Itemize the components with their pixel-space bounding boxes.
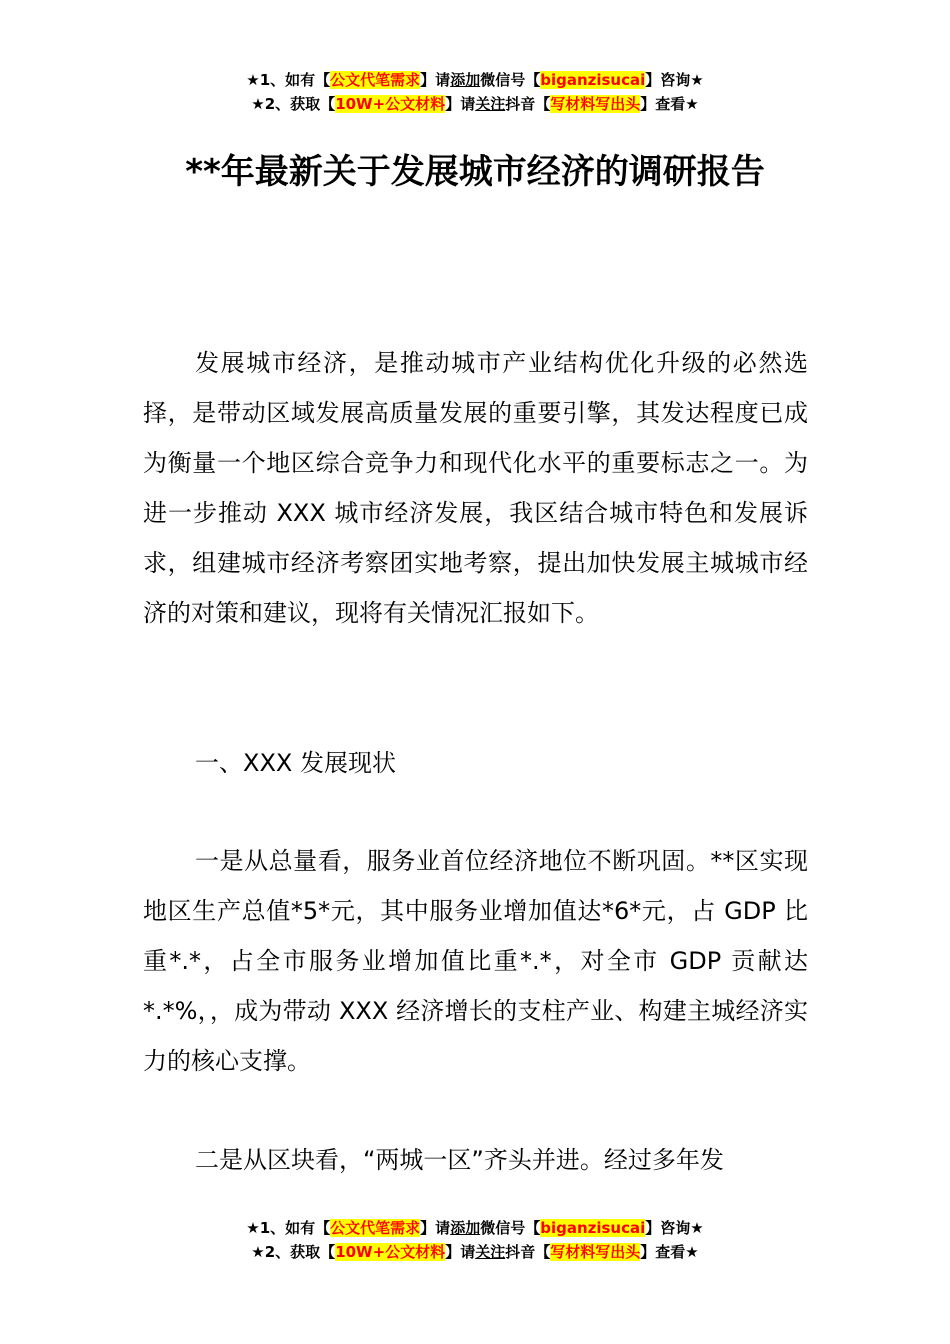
banner-line-1: ★1、如有【公文代笔需求】请添加微信号【biganzisucai】咨询★ <box>246 1219 704 1237</box>
highlight-wechat-id: biganzisucai <box>540 1219 646 1237</box>
banner-line-1: ★1、如有【公文代笔需求】请添加微信号【biganzisucai】咨询★ <box>246 71 704 89</box>
banner-line-2: ★2、获取【10W+公文材料】请关注抖音【写材料写出头】查看★ <box>251 95 699 113</box>
header-banner <box>0 68 950 116</box>
highlight-materials: 10W+公文材料 <box>335 95 446 113</box>
highlight-wechat-id: biganzisucai <box>540 71 646 89</box>
highlight-douyin-id: 写材料写出头 <box>550 95 641 113</box>
highlight-materials: 10W+公文材料 <box>335 1243 446 1261</box>
highlight-service: 公文代笔需求 <box>330 1219 421 1237</box>
highlight-douyin-id: 写材料写出头 <box>550 1243 641 1261</box>
paragraph-total: 一是从总量看，服务业首位经济地位不断巩固。**区实现地区生产总值*5*元，其中服务业增加值达*6*元，占 GDP 比重*.*，占全市服务业增加值比重*.*，对全市 GDP 贡献达*.*%，，成为带动 XXX 经济增长的支柱产业、构建主城经济实力的核心支撑。 <box>143 847 808 1075</box>
highlight-service: 公文代笔需求 <box>330 71 421 89</box>
paragraph-intro: 发展城市经济，是推动城市产业结构优化升级的必然选择，是带动区域发展高质量发展的重要引擎，其发达程度已成为衡量一个地区综合竞争力和现代化水平的重要标志之一。为进一步推动 XXX 城市经济发展，我区结合城市特色和发展诉求，组建城市经济考察团实地考察，提出加快发展主城城市经济的对策和建议，现将有关情况汇报如下。 <box>143 349 808 627</box>
section-heading: 一、XXX 发展现状 <box>195 749 396 777</box>
document-title: **年最新关于发展城市经济的调研报告 <box>185 152 765 192</box>
banner-line-2: ★2、获取【10W+公文材料】请关注抖音【写材料写出头】查看★ <box>251 1243 699 1261</box>
footer-banner <box>0 1216 950 1264</box>
paragraph-blocks: 二是从区块看，“两城一区”齐头并进。经过多年发 <box>195 1146 724 1174</box>
